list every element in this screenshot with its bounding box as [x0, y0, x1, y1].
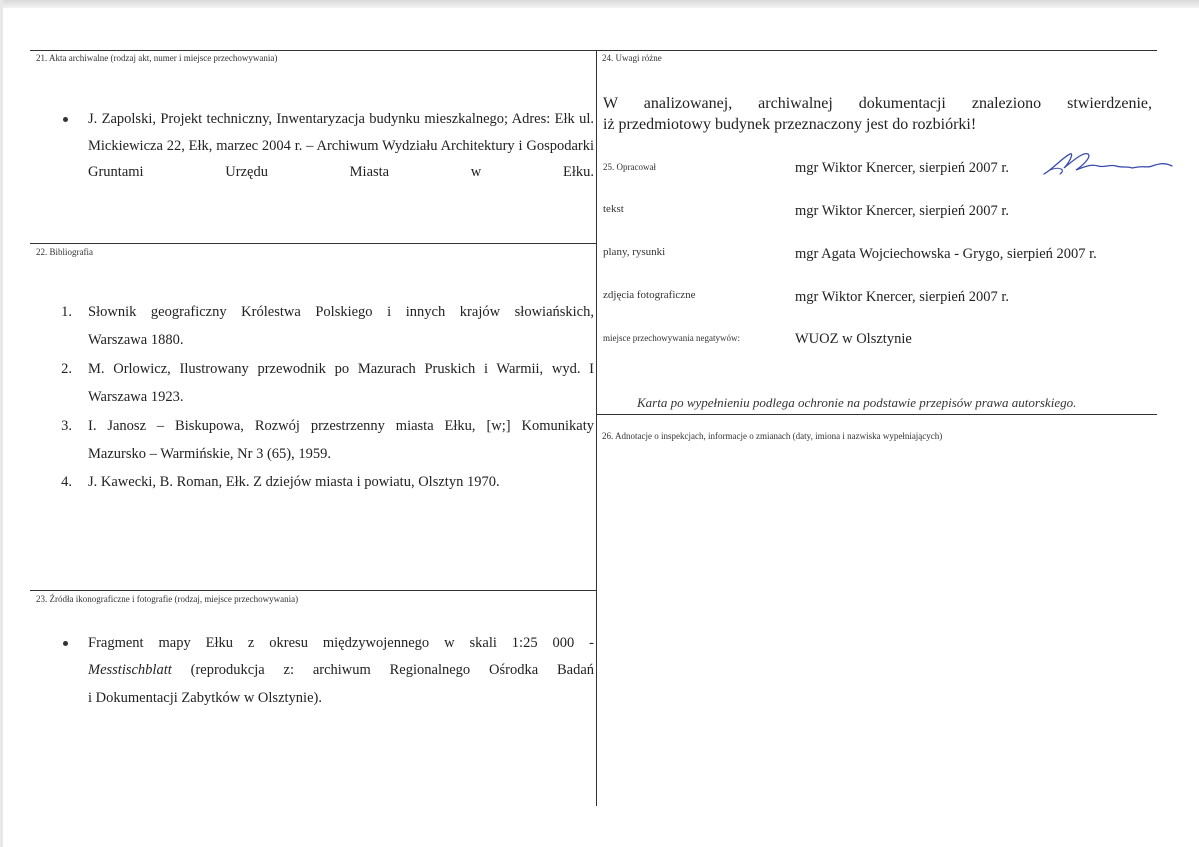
section-23-line3: i Dokumentacji Zabytków w Olsztynie).	[88, 690, 322, 706]
row-label-tekst: tekst	[603, 203, 624, 215]
bib-num-2: 2.	[61, 361, 72, 377]
copyright-notice: Karta po wypełnieniu podlega ochronie na podstawie przepisów prawa autorskiego.	[637, 395, 1077, 410]
bib-num-4: 4.	[61, 474, 72, 490]
bib-item-3-line2: Mazursko – Warmińskie, Nr 3 (65), 1959.	[88, 446, 332, 462]
section-23-line1: Fragment mapy Ełku z okresu międzywojennego w skali 1:25 000 -	[88, 635, 594, 651]
rule-center	[596, 50, 597, 806]
bib-num-1: 1.	[61, 304, 72, 320]
bullet-icon	[63, 117, 68, 122]
row-label-plany: plany, rysunki	[603, 246, 666, 258]
scan-left-edge	[0, 0, 3, 847]
bib-num-3: 3.	[61, 418, 72, 434]
bib-item-4-line1: J. Kawecki, B. Roman, Ełk. Z dziejów miasta i powiatu, Olsztyn 1970.	[88, 474, 500, 490]
row-value-plany: mgr Agata Wojciechowska - Grygo, sierpień 2007 r.	[795, 246, 1097, 262]
section-24-label: 24. Uwagi różne	[602, 53, 662, 63]
messtischblatt-text: Messtischblatt	[88, 662, 172, 678]
bib-item-2-line2: Warszawa 1923.	[88, 389, 184, 405]
signature-icon	[1040, 148, 1180, 184]
section-23-line2-rest: (reprodukcja z: archiwum Regionalnego Ośrodka Badań	[190, 662, 595, 678]
scan-top-edge	[0, 0, 1199, 8]
section-22-label: 22. Bibliografia	[36, 247, 93, 257]
rule-top	[30, 50, 1157, 51]
section-24-line1: W analizowanej, archiwalnej dokumentacji znaleziono stwierdzenie,	[603, 95, 1152, 112]
row-value-opracowal: mgr Wiktor Knercer, sierpień 2007 r.	[795, 160, 1009, 176]
section-23-line2	[88, 657, 594, 684]
bib-item-3-line1: I. Janosz – Biskupowa, Rozwój przestrzenny miasta Ełku, [w;] Komunikaty	[88, 418, 594, 434]
section-21-item-text: J. Zapolski, Projekt techniczny, Inwentaryzacja budynku mieszkalnego; Adres: Ełk ul. Mickiewicza 22, Ełk, marzec 2004 r. – Archiwum Wydziału Architektury i Gospodarki Gruntami Urzędu Miasta w Ełku.	[88, 111, 594, 180]
rule-s22-s23	[30, 590, 596, 591]
row-value-zdjecia: mgr Wiktor Knercer, sierpień 2007 r.	[795, 289, 1009, 305]
row-value-negatywy: WUOZ w Olsztynie	[795, 331, 912, 347]
bullet-icon	[63, 641, 68, 646]
row-label-negatywy: miejsce przechowywania negatywów:	[603, 333, 740, 343]
row-value-tekst: mgr Wiktor Knercer, sierpień 2007 r.	[795, 203, 1009, 219]
section-21-label: 21. Akta archiwalne (rodzaj akt, numer i miejsce przechowywania)	[36, 53, 278, 63]
rule-s25-s26	[596, 414, 1157, 415]
row-label-zdjecia: zdjęcia fotograficzne	[603, 289, 696, 301]
section-23-label: 23. Źródła ikonograficzne i fotografie (rodzaj, miejsce przechowywania)	[36, 594, 299, 604]
bib-item-1-line1: Słownik geograficzny Królestwa Polskiego i innych krajów słowiańskich,	[88, 304, 594, 320]
section-24-line2: iż przedmiotowy budynek przeznaczony jest do rozbiórki!	[603, 116, 977, 133]
row-label-opracowal: 25. Opracował	[603, 162, 656, 172]
rule-s21-s22	[30, 243, 596, 244]
bib-item-2-line1: M. Orlowicz, Ilustrowany przewodnik po Mazurach Pruskich i Warmii, wyd. I	[88, 361, 594, 377]
section-26-label: 26. Adnotacje o inspekcjach, informacje o zmianach (daty, imiona i nazwiska wypełniających)	[602, 431, 943, 441]
bib-item-1-line2: Warszawa 1880.	[88, 332, 184, 348]
section-21-item	[88, 106, 594, 186]
